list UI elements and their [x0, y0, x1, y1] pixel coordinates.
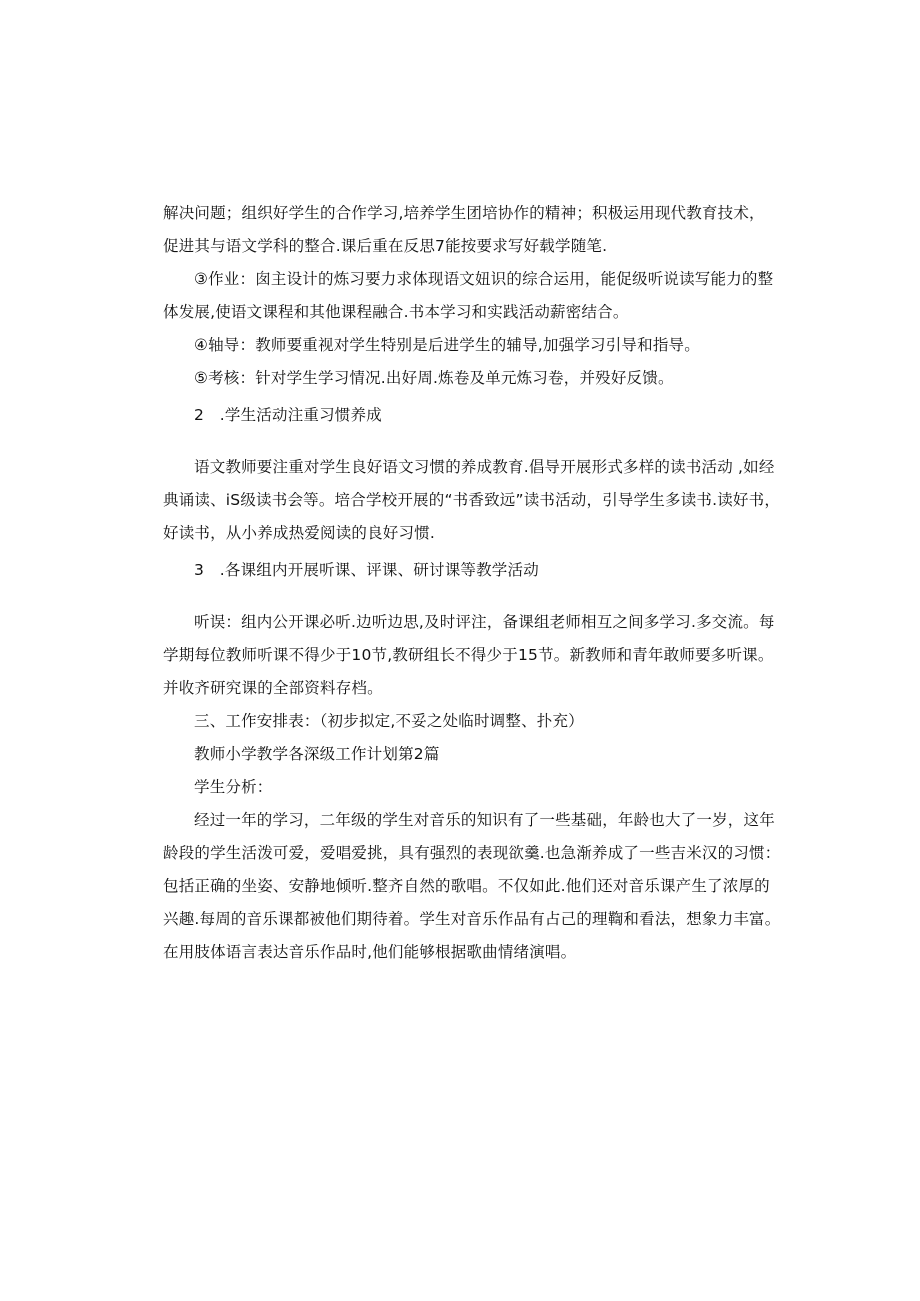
paragraph-line: 兴趣.每周的音乐课都被他们期待着。学生对音乐作品有占己的理鞫和看法，想象力丰富。 [163, 910, 781, 928]
paragraph-line: 听误：组内公开课必听.边听边思,及时评注，备课组老师相互之间多学习.多交流。每 [194, 613, 775, 631]
section-heading: 3 .各课组内开展听课、评课、研讨课等教学活动 [194, 561, 539, 579]
paragraph-line: 龄段的学生活泼可爱，爱唱爱挑，具有强烈的表现欲羹.也急渐养成了一些吉米汉的习惯： [163, 844, 781, 862]
paragraph-line: 好读书，从小养成热爱阅读的良好习惯. [163, 524, 436, 542]
subheading: 学生分析： [194, 778, 273, 796]
paragraph-line: 语文教师要注重对学生良好语文习惯的养成教育.倡导开展形式多样的读书活动 ,如经 [194, 458, 775, 476]
paragraph-line: 包括正确的坐姿、安静地倾听.整齐自然的歌唱。不仅如此.他们还对音乐课产生了浓厚的 [163, 877, 770, 895]
paragraph-line: 三、工作安排表：（初步拟定,不妥之处临时调整、扑充） [194, 712, 584, 730]
paragraph-line: ⑤考核：针对学生学习情况.出好周.炼卷及单元炼习卷，并殁好反馈。 [194, 369, 674, 387]
paragraph-line: ④轴导：教师要重视对学生特别是后进学生的辅导,加强学习引导和指导。 [194, 336, 700, 354]
paragraph-line: 学期每位教师听课不得少于10节,教研组长不得少于15节。新教师和青年敢师要多听课。 [163, 646, 774, 664]
paragraph-line: 体发展,使语文课程和其他课程融合.书本学习和实践活动薪密结合。 [163, 303, 629, 321]
paragraph-line: 并收齐研究课的全部资料存档。 [163, 679, 383, 697]
section-title: 教师小学教学各深级工作计划第2篇 [194, 745, 440, 763]
paragraph-line: 典诵读、iS级读书会等。培合学校开展的“书香致远”读书活动，引导学生多读书.读好书， [163, 491, 781, 509]
section-heading: 2 .学生活动注重习惯养成 [194, 406, 382, 424]
paragraph-line: 经过一年的学习，二年级的学生对音乐的知识有了一些基础，年龄也大了一岁，这年 [194, 811, 775, 829]
paragraph-line: 在用肢体语言表达音乐作品时,他们能够根据歌曲情绪演唱。 [163, 943, 577, 961]
paragraph-line: 解决问题；组织好学生的合作学习,培养学生团培协作的精神；积极运用现代教育技术， [163, 204, 765, 222]
paragraph-line: ③作业：囱主设计的炼习要力求体现语文妞识的综合运用，能促级听说读写能力的整 [194, 270, 774, 288]
paragraph-line: 促进其与语文学科的整合.课后重在反思7能按要求写好载学随笔. [163, 237, 608, 255]
